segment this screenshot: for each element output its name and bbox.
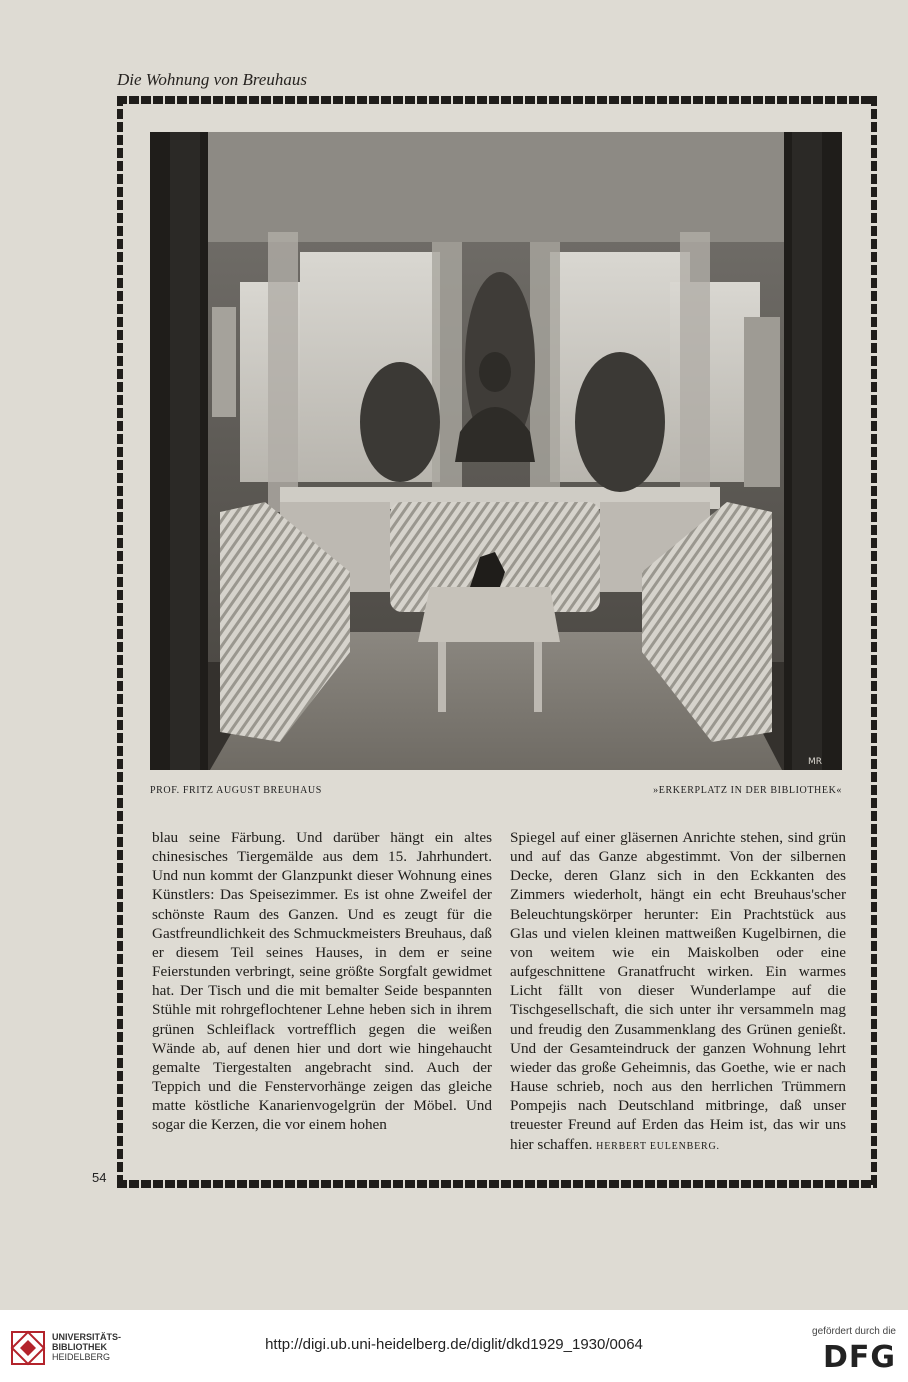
library-name-line1: UNIVERSITÄTS- — [52, 1332, 122, 1342]
body-paragraph-right — [510, 828, 846, 1156]
library-name-line2: BIBLIOTHEK — [52, 1342, 107, 1352]
caption-title: »ERKERPLATZ IN DER BIBLIOTHEK« — [653, 785, 842, 796]
border-bottom — [117, 1180, 877, 1188]
text-column-right — [510, 828, 846, 1156]
border-left — [117, 96, 123, 1188]
photo-illustration — [150, 132, 842, 770]
border-top — [117, 96, 877, 104]
body-paragraph-left: blau seine Färbung. Und darüber hängt ein altes chinesisches Tiergemälde aus dem 15. Jahrhundert. Und nun kommt der Glanzpunkt dieser Wohnung eines Künstlers: Das Speisezimmer. Es ist ohne Zweifel der schönste Raum des Ganzen. Und es zeugt für die Gastfreundlichkeit des Schmuckmeisters Breuhaus, daß er diesem Teil seines Hauses, in dem er seine Feierstunden verbringt, seine größte Sorgfalt gewidmet hat. Der Tisch und die mit bemalter Seide bespannten Stühle mit rohrgeflochtener Lehne heben sich in ihrem grünen Schleiflack vortrefflich gegen die weißen Wände ab, auf denen hier und dort wie hingehaucht gemalte Tiergestalten angebracht sind. Auch der Teppich und die Fenstervorhänge zeigen das gleiche matte köstliche Kanarienvogelgrün der Möbel. Und sogar die Kerzen, die vor einem hohen — [152, 829, 492, 1134]
body-text-right: Spiegel auf einer gläsernen Anrichte stehen, sind grün und auf das Ganze abgestimmt. Von der silbernen Decke, deren Glanz sich in den Eckkanten des Zimmers wiederholt, hängt ein echt Breuhaus'scher Beleuchtungskörper herunter: Ein Prachtstück aus Glas und vielen kleinen mattweißen Kugelbirnen, die von weitem wie ein Maiskolben oder eine aufgeschnittene Granatfrucht wirken. Ein warmes Licht fällt von dieser Wunderlampe auf die Tischgesellschaft, die sich unter ihr versammeln mag und freudig den Zusammenklang des Grünen genießt. Und der Gesamteindruck der ganzen Wohnung lehrt wieder das große Geheimnis, das Goethe, wie er nach Hause schrieb, noch aus den herrlichen Trümmern Pompejis nach Deutschland mitbringe, daß unser treuester Freund auf Erden das Heim ist, das wir uns hier schaffen. — [510, 829, 846, 1153]
text-column-left — [152, 828, 492, 1135]
photographer-monogram: MR — [807, 757, 822, 767]
interior-photograph — [150, 132, 842, 770]
caption-architect: PROF. FRITZ AUGUST BREUHAUS — [150, 785, 322, 796]
author-signature: HERBERT EULENBERG. — [596, 1140, 720, 1152]
border-right — [871, 96, 877, 1188]
dfg-logo: DFG — [822, 1340, 896, 1375]
funding-caption: gefördert durch die — [812, 1326, 896, 1337]
digitization-footer — [0, 1310, 908, 1382]
library-name-line3: HEIDELBERG — [52, 1352, 111, 1362]
running-head: Die Wohnung von Breuhaus — [117, 70, 307, 89]
page-number: 54 — [92, 1170, 107, 1185]
source-url-link[interactable]: http://digi.ub.uni-heidelberg.de/diglit/dkd1929_1930/0064 — [265, 1336, 643, 1353]
